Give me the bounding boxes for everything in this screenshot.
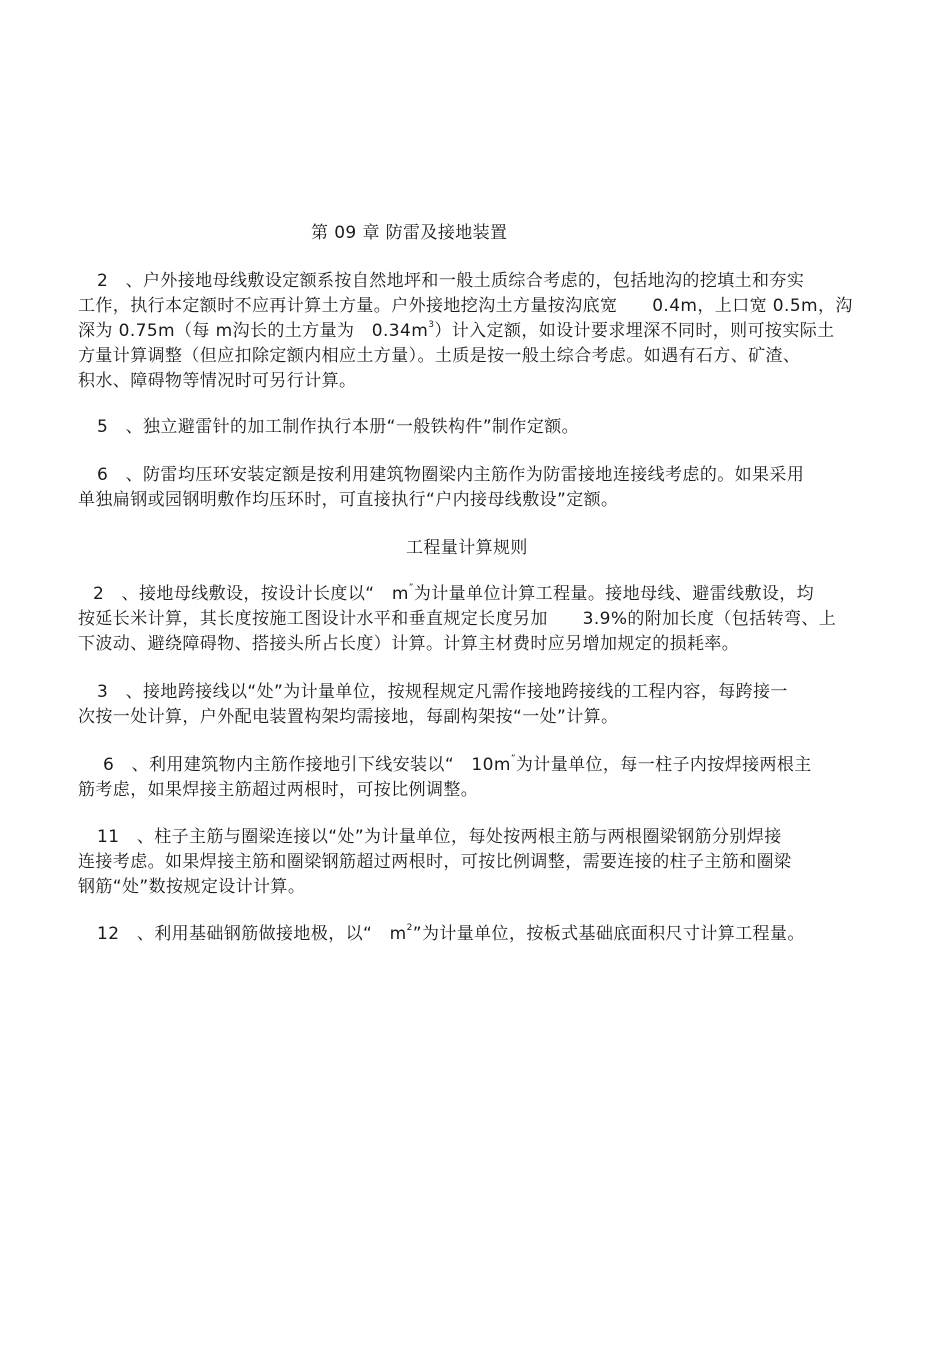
para-5-line-1: 5 、独立避雷针的加工制作执行本册“一般铁构件”制作定额。 [97, 417, 580, 437]
rule-2-line-1 [93, 583, 814, 605]
para-2-line-2: 工作，执行本定额时不应再计算土方量。户外接地挖沟土方量按沟底宽 0.4m，上口宽 0.5m，沟 [78, 296, 853, 316]
rule-6-line-1-head: 6 、利用建筑物内主筋作接地引下线安装以“ 10m [103, 755, 511, 775]
para-2-line-5: 积水、障碍物等情况时可另行计算。 [78, 371, 357, 391]
rule-12-line-1 [97, 923, 805, 945]
superscript-3: 3 [428, 320, 435, 331]
para-2-line-3 [78, 320, 835, 342]
rule-11-line-1: 11 、柱子主筋与圈梁连接以“处”为计量单位，每处按两根主筋与两根圈梁钢筋分别焊接 [97, 827, 782, 847]
para-2-line-3-tail: ）计入定额，如设计要求埋深不同时，则可按实际土 [434, 321, 835, 341]
rule-2-line-3: 下波动、避绕障碍物、搭接头所占长度）计算。计算主材费时应另增加规定的损耗率。 [78, 634, 740, 654]
rule-3-line-2: 次按一处计算，户外配电装置构架均需接地，每副构架按“一处”计算。 [78, 707, 619, 727]
rule-12-line-1-head: 12 、利用基础钢筋做接地极，以“ m [97, 924, 407, 944]
para-6-line-1: 6 、防雷均压环安装定额是按利用建筑物圈梁内主筋作为防雷接地连接线考虑的。如果采用 [97, 465, 805, 485]
chapter-title: 第 09 章 防雷及接地装置 [311, 223, 508, 243]
rule-12-line-1-tail: ”为计量单位，按板式基础底面积尺寸计算工程量。 [412, 924, 805, 944]
rule-6-line-1-tail: 为计量单位，每一柱子内按焊接两根主 [515, 755, 812, 775]
rule-6-line-2: 筋考虑，如果焊接主筋超过两根时，可按比例调整。 [78, 780, 479, 800]
para-6-line-2: 单独扁钢或园钢明敷作均压环时，可直接执行“户内接母线敷设”定额。 [78, 490, 619, 510]
rule-11-line-3: 钢筋“处”数按规定设计计算。 [78, 877, 306, 897]
superscript-quote-2: ” [510, 754, 516, 765]
para-2-line-1: 2 、户外接地母线敷设定额系按自然地坪和一般土质综合考虑的，包括地沟的挖填土和夯实 [97, 271, 805, 291]
section-title: 工程量计算规则 [406, 538, 528, 558]
rule-2-line-2: 按延长米计算，其长度按施工图设计水平和垂直规定长度另加 3.9%的附加长度（包括转弯、上 [78, 609, 837, 629]
rule-2-line-1-tail: 为计量单位计算工程量。接地母线、避雷线敷设，均 [413, 584, 815, 604]
superscript-quote: ” [408, 583, 414, 594]
para-2-line-4: 方量计算调整（但应扣除定额内相应土方量）。土质是按一般土综合考虑。如遇有石方、矿渣、 [78, 346, 801, 366]
rule-2-line-1-head: 2 、接地母线敷设，按设计长度以“ m [93, 584, 409, 604]
superscript-2: 2 [406, 923, 413, 934]
rule-11-line-2: 连接考虑。如果焊接主筋和圈梁钢筋超过两根时，可按比例调整，需要连接的柱子主筋和圈梁 [78, 852, 792, 872]
rule-3-line-1: 3 、接地跨接线以“处”为计量单位，按规程规定凡需作接地跨接线的工程内容，每跨接一 [97, 682, 788, 702]
rule-6-line-1 [103, 754, 812, 776]
para-2-line-3-head: 深为 0.75m（每 m沟长的土方量为 0.34m [78, 321, 429, 341]
